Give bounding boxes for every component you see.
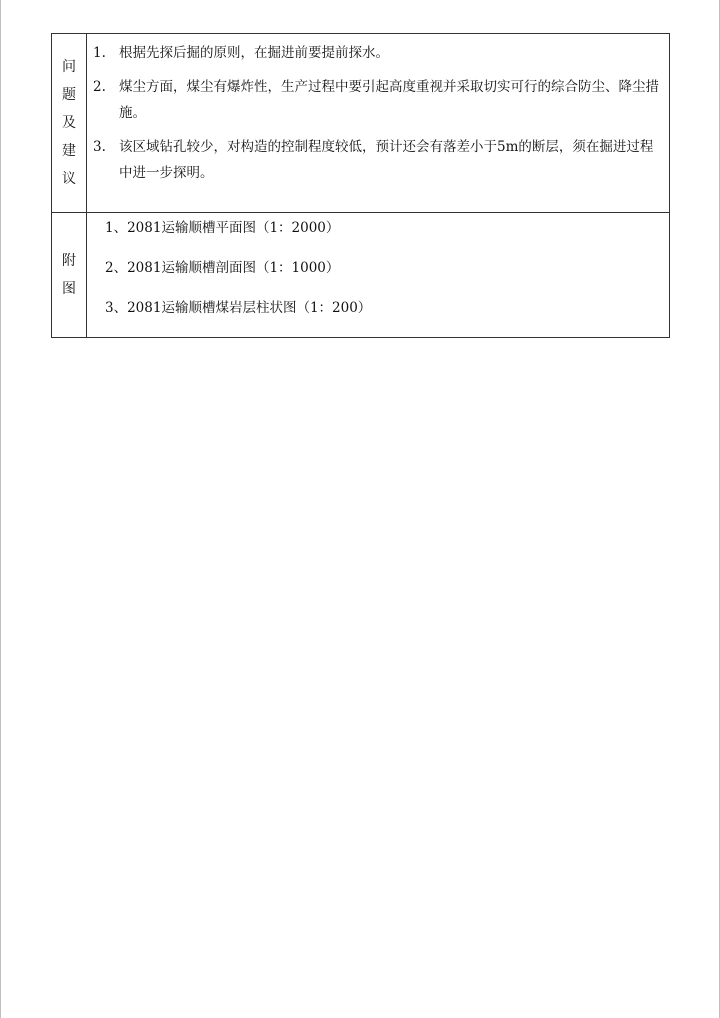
issue-number: 1.	[93, 45, 106, 61]
page-edge-left	[0, 0, 1, 1018]
issues-label-char: 及	[62, 115, 76, 131]
issue-text: 根据先探后掘的原则，在掘进前要提前探水。	[119, 45, 389, 61]
figures-content-cell	[87, 213, 670, 338]
issues-label	[52, 53, 86, 193]
figures-label-char: 图	[62, 281, 76, 297]
issue-text: 该区域钻孔较少，对构造的控制程度较低，预计还会有落差小于5m的断层，须在掘进过程中进一步探明。	[119, 139, 654, 181]
issues-row	[52, 34, 670, 213]
report-table	[51, 33, 670, 338]
figure-item: 2、2081运输顺槽剖面图（1：1000）	[105, 260, 340, 276]
issue-item	[87, 74, 661, 126]
issues-label-char: 题	[62, 87, 76, 103]
issues-label-char: 议	[62, 171, 76, 187]
issues-label-cell	[52, 34, 87, 213]
issues-content-cell	[87, 34, 670, 213]
issues-list	[87, 34, 669, 186]
issue-number: 3.	[93, 139, 106, 155]
figures-row	[52, 213, 670, 338]
issue-text: 煤尘方面，煤尘有爆炸性，生产过程中要引起高度重视并采取切实可行的综合防尘、降尘措施。	[119, 79, 659, 121]
figures-label-cell	[52, 213, 87, 338]
issues-label-char: 问	[62, 59, 76, 75]
issue-item	[87, 134, 661, 186]
figures-list	[87, 213, 669, 319]
figure-item: 3、2081运输顺槽煤岩层柱状图（1：200）	[105, 300, 372, 316]
issues-label-char: 建	[62, 143, 76, 159]
figure-item: 1、2081运输顺槽平面图（1：2000）	[105, 220, 340, 236]
issue-item	[87, 40, 661, 66]
figures-label-char: 附	[62, 253, 76, 269]
figures-label	[52, 247, 86, 303]
issue-number: 2.	[93, 79, 106, 95]
